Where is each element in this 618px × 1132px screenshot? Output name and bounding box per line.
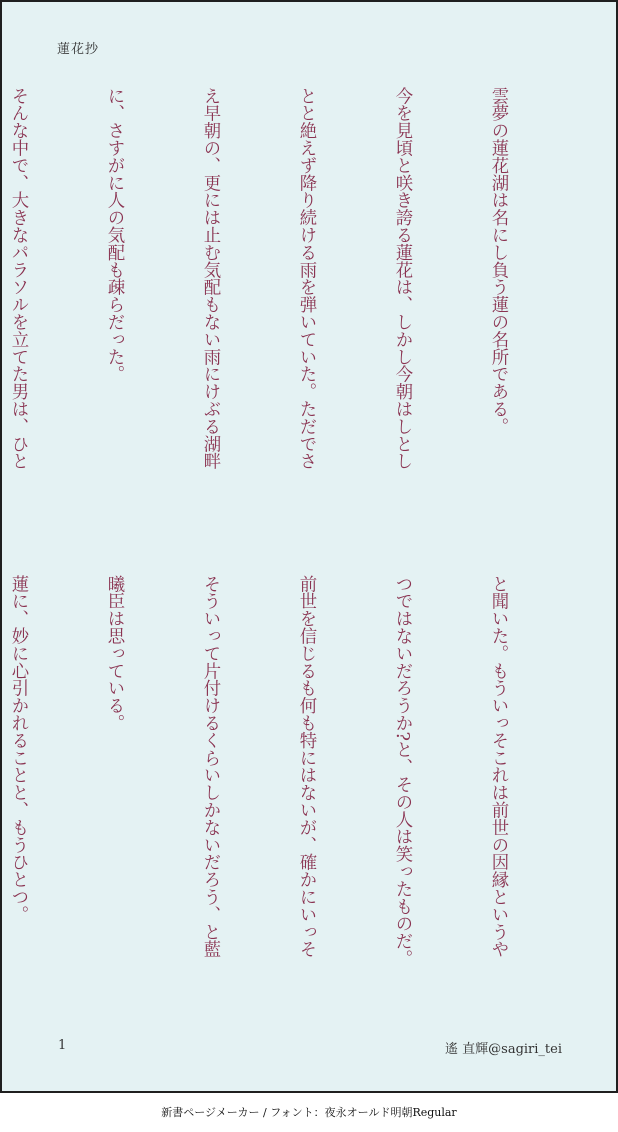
running-title: 蓮花抄 (57, 42, 100, 57)
text-line: え早朝の、更には止む気配もない雨にけぶる湖畔 (200, 87, 220, 470)
text-line: そういって片付けるくらいしかないだろう、と藍 (200, 575, 220, 958)
upper-text-block (8, 87, 578, 527)
generator-credit: 新書ページメーカー / フォント：夜永オールド明朝Regular (161, 1106, 457, 1119)
text-line: 今を見頃と咲き誇る蓮花は、しかし今朝はしとし (392, 87, 412, 470)
text-line: とと絶えず降り続ける雨を弾いていた。ただでさ (296, 87, 316, 470)
text-line: 前世を信じるも何も特にはないが、確かにいっそ (296, 575, 316, 958)
text-line: 曦臣は思っている。 (104, 575, 124, 732)
lower-text-block (8, 575, 578, 1015)
text-line: そんな中で、大きなパラソルを立てた男は、ひと (8, 87, 28, 470)
text-line: 雲夢の蓮花湖は名にし負う蓮の名所である。 (488, 87, 508, 435)
page-number: 1 (58, 1038, 67, 1053)
text-line: に、さすがに人の気配も疎らだった。 (104, 87, 124, 383)
text-line: と聞いた。もういっそこれは前世の因縁というや (488, 575, 508, 958)
text-line: つではないだろうか?と、その人は笑ったものだ。 (392, 575, 412, 968)
author-credit: 遙 直輝@sagiri_tei (445, 1042, 562, 1057)
text-line: 蓮に、妙に心引かれることと、もうひとつ。 (8, 575, 28, 923)
